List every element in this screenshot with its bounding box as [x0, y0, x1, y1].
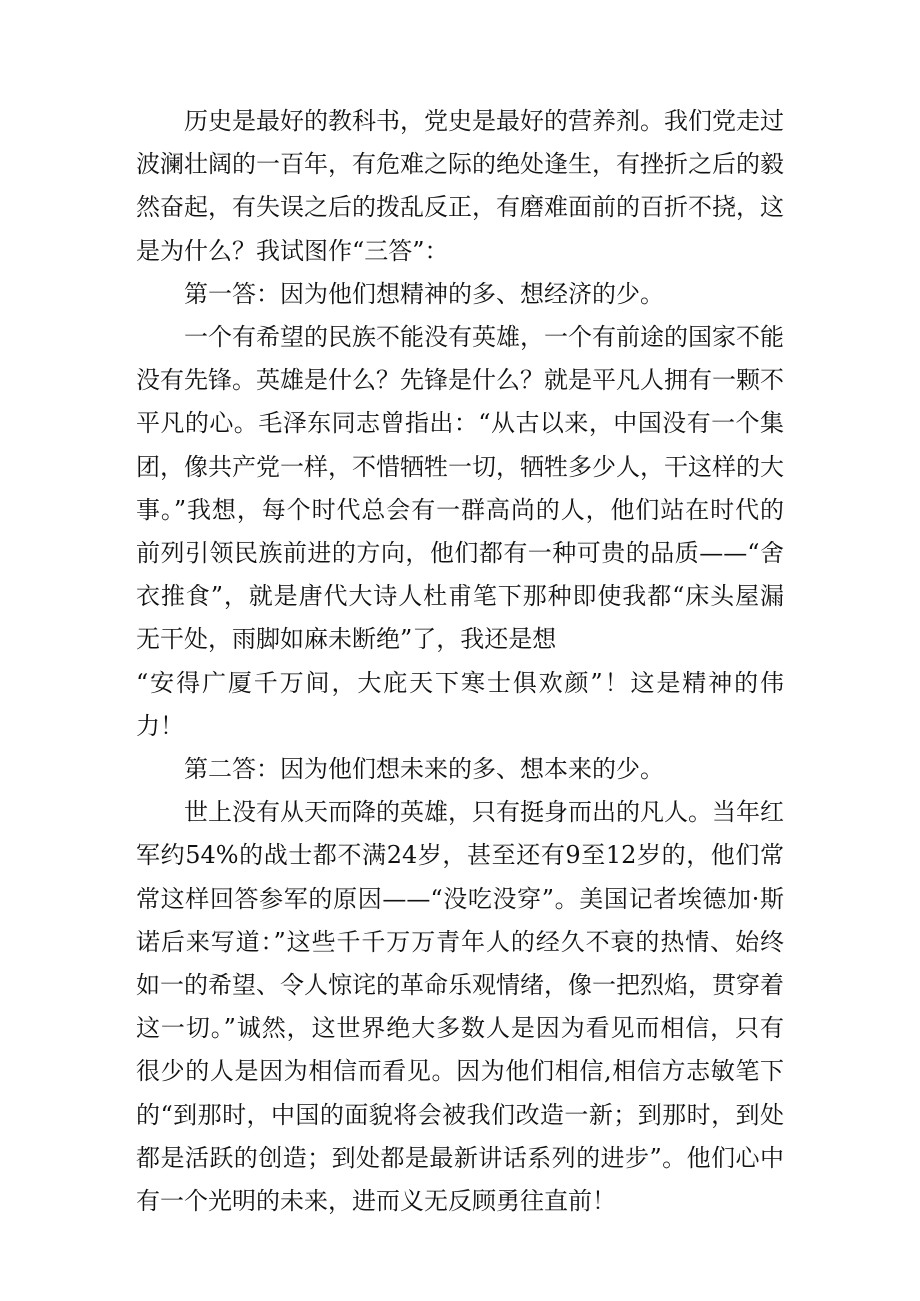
- paragraph-first-answer-heading: 第一答：因为他们想精神的多、想经济的少。: [184, 279, 664, 308]
- paragraph-poem-quote: “安得广厦千万间，大庇天下寒士俱欢颜”！这是精神的伟力！: [136, 668, 784, 740]
- paragraph-second-answer-body: 世上没有从天而降的英雄，只有挺身而出的凡人。当年红军约54%的战士都不满24岁，甚至还有9至12岁的，他们常常这样回答参军的原因——“没吃没穿”。美国记者埃德加·斯诺后来写道：”这些千千万万青年人的经久不衰的热情、始终如一的希望、令人惊诧的革命乐观情绪，像一把烈焰，贯穿着这一切。”诚然，这世界绝大多数人是因为看见而相信，只有很少的人是因为相信而看见。因为他们相信,相信方志敏笔下的“到那时，中国的面貌将会被我们改造一新；到那时，到处都是活跃的创造；到处都是最新讲话系列的进步”。他们心中有一个光明的未来，进而义无反顾勇往直前！: [136, 798, 784, 1216]
- document-body: [136, 100, 784, 1223]
- paragraph-intro: 历史是最好的教科书，党史是最好的营养剂。我们党走过波澜壮阔的一百年，有危难之际的绝处逢生，有挫折之后的毅然奋起，有失误之后的拨乱反正，有磨难面前的百折不挠，这是为什么？我试图作“三答”：: [136, 107, 784, 265]
- paragraph-second-answer-heading: 第二答：因为他们想未来的多、想本来的少。: [184, 755, 664, 784]
- paragraph-first-answer-body: 一个有希望的民族不能没有英雄，一个有前途的国家不能没有先锋。英雄是什么？先锋是什么？就是平凡人拥有一颗不平凡的心。毛泽东同志曾指出：“从古以来，中国没有一个集团，像共产党一样，不惜牺牲一切，牺牲多少人，干这样的大事。”我想，每个时代总会有一群高尚的人，他们站在时代的前列引领民族前进的方向，他们都有一种可贵的品质——“舍衣推食”，就是唐代大诗人杜甫笔下那种即使我都“床头屋漏无干处，雨脚如麻未断绝”了，我还是想: [136, 323, 784, 654]
